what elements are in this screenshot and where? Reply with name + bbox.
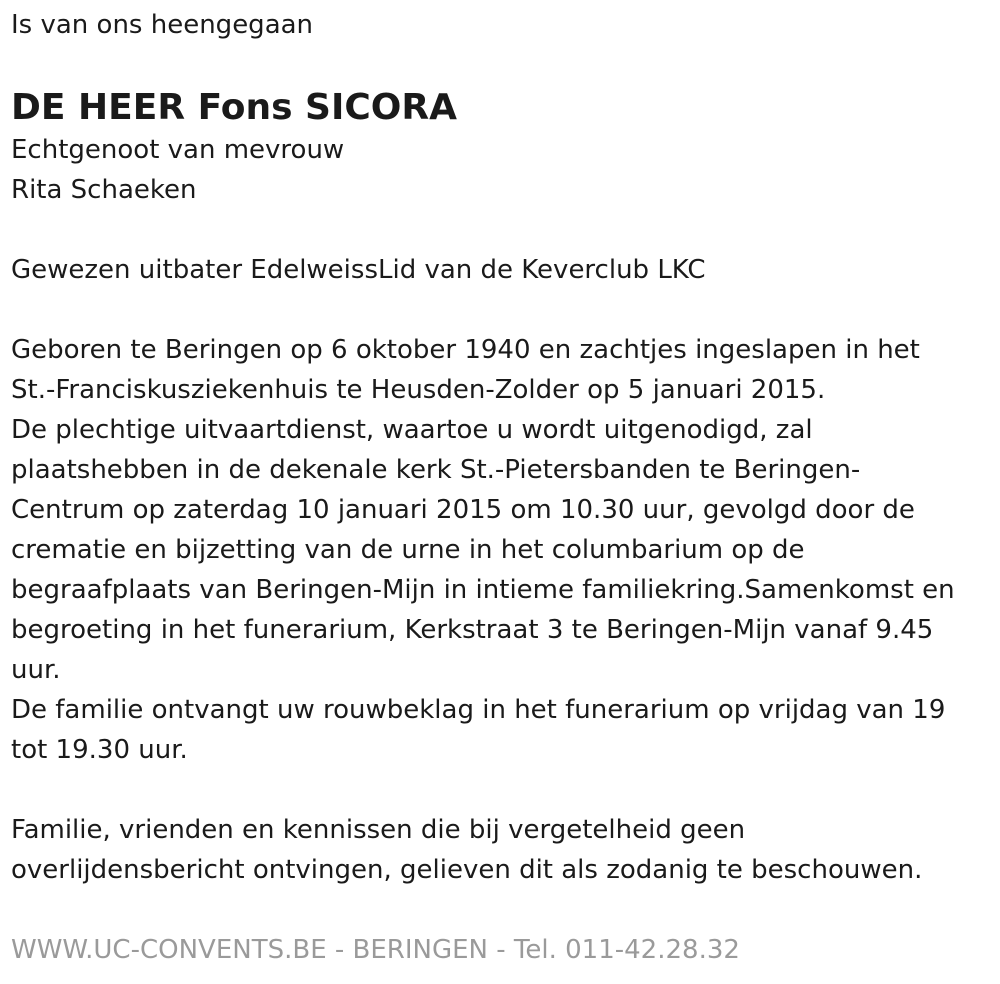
details-line: Geboren te Beringen op 6 oktober 1940 en zachtjes ingeslapen in het (11, 335, 920, 365)
closing-paragraph (11, 810, 991, 890)
details-line: begraafplaats van Beringen-Mijn in intieme familiekring.Samenkomst en (11, 575, 955, 605)
spouse-line-2: Rita Schaeken (11, 175, 197, 205)
details-line: uur. (11, 655, 61, 685)
details-line: crematie en bijzetting van de urne in het columbarium op de (11, 535, 805, 565)
closing-line: Familie, vrienden en kennissen die bij vergetelheid geen (11, 815, 746, 845)
details-line: begroeting in het funerarium, Kerkstraat 3 te Beringen-Mijn vanaf 9.45 (11, 615, 934, 645)
death-notice (11, 0, 991, 970)
details-line: St.-Franciskusziekenhuis te Heusden-Zolder op 5 januari 2015. (11, 375, 826, 405)
spouse-line-1: Echtgenoot van mevrouw (11, 135, 345, 165)
closing-line: overlijdensbericht ontvingen, gelieven dit als zodanig te beschouwen. (11, 855, 923, 885)
details-line: tot 19.30 uur. (11, 735, 188, 765)
intro-text: Is van ons heengegaan (11, 10, 314, 40)
details-line: De plechtige uitvaartdienst, waartoe u wordt uitgenodigd, zal (11, 415, 813, 445)
details-line: plaatshebben in de dekenale kerk St.-Pietersbanden te Beringen- (11, 455, 861, 485)
details-paragraph (11, 330, 991, 770)
details-line: Centrum op zaterdag 10 januari 2015 om 10.30 uur, gevolgd door de (11, 495, 915, 525)
details-line: De familie ontvangt uw rouwbeklag in het funerarium op vrijdag van 19 (11, 695, 946, 725)
spacer (11, 210, 991, 250)
spacer (11, 770, 991, 810)
footer-contact: WWW.UC-CONVENTS.BE - BERINGEN - Tel. 011-42.28.32 (11, 935, 740, 965)
occupation-text: Gewezen uitbater EdelweissLid van de Keverclub LKC (11, 255, 706, 285)
deceased-name: DE HEER Fons SICORA (11, 87, 457, 128)
spacer (11, 290, 991, 330)
